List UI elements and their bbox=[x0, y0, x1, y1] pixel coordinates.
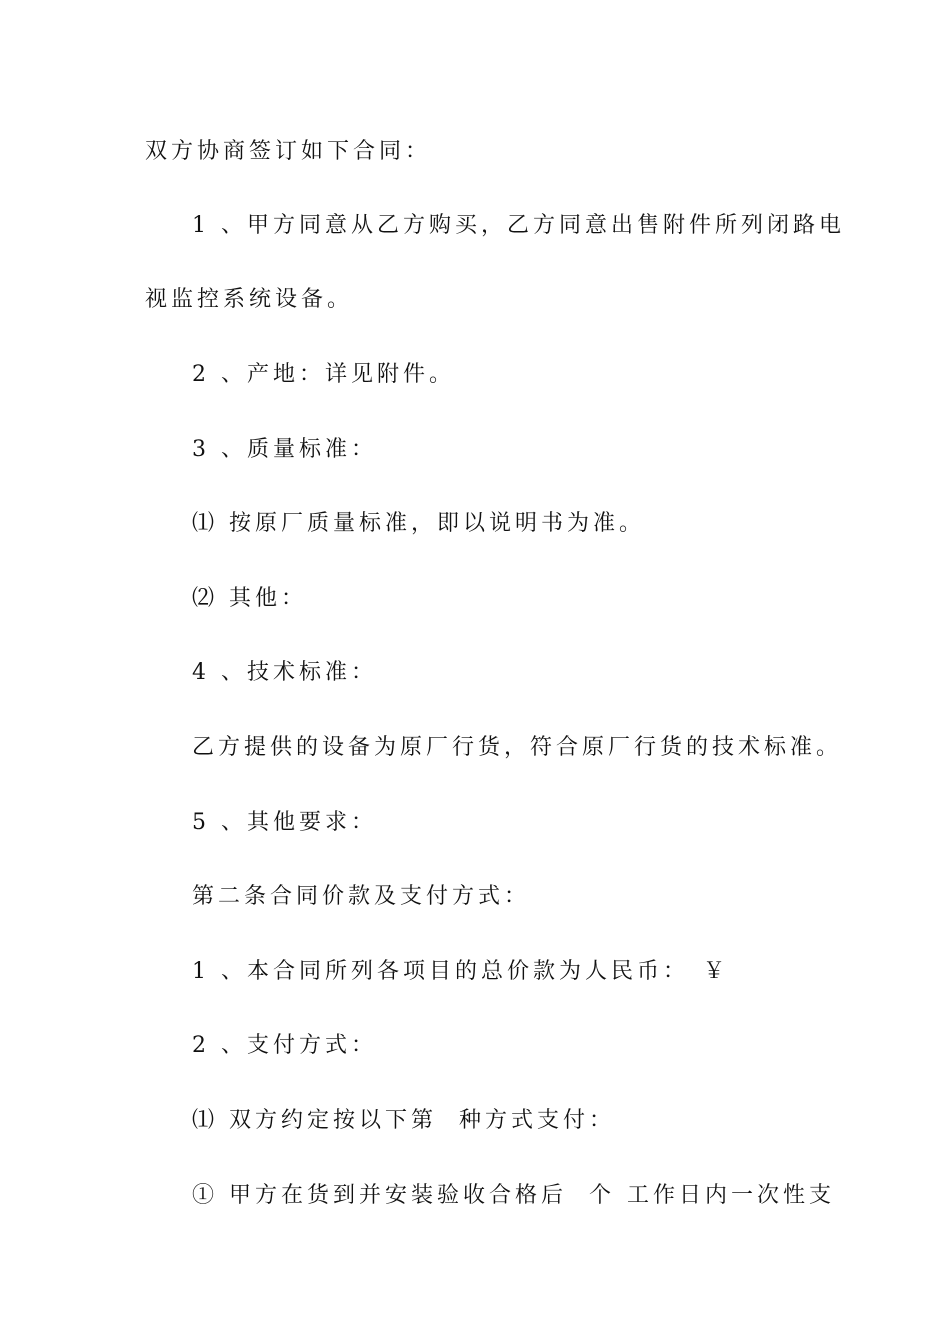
payment-option-suffix: 种方式支付： bbox=[459, 1108, 616, 1133]
clause-3-quality: 3 、质量标准： bbox=[192, 437, 377, 462]
payment-option-line bbox=[192, 1106, 615, 1136]
payment-term-line bbox=[192, 1181, 835, 1211]
clause-4-text: 乙方提供的设备为原厂行货，符合原厂行货的技术标准。 bbox=[192, 735, 843, 760]
total-price-label: 1 、本合同所列各项目的总价款为人民币： bbox=[192, 959, 689, 984]
clause-1-line-2: 视监控系统设备。 bbox=[145, 287, 354, 312]
payment-term-suffix: 工作日内一次性支 bbox=[627, 1183, 836, 1208]
payment-term-prefix: ① 甲方在货到并安装验收合格后 bbox=[192, 1183, 567, 1208]
article-2-item-2: 2 、支付方式： bbox=[192, 1033, 377, 1058]
clause-3-item-2: ⑵ 其他： bbox=[192, 586, 307, 611]
currency-symbol: ￥ bbox=[703, 959, 730, 984]
clause-1-line-1: 1 、甲方同意从乙方购买，乙方同意出售附件所列闭路电 bbox=[192, 213, 845, 238]
clause-5-other: 5 、其他要求： bbox=[192, 810, 377, 835]
clause-4-technical: 4 、技术标准： bbox=[192, 660, 377, 685]
article-2-heading: 第二条合同价款及支付方式： bbox=[192, 884, 531, 909]
clause-3-item-1: ⑴ 按原厂质量标准，即以说明书为准。 bbox=[192, 511, 645, 536]
payment-option-prefix: ⑴ 双方约定按以下第 bbox=[192, 1108, 437, 1133]
clause-2-origin: 2 、产地：详见附件。 bbox=[192, 362, 455, 387]
article-2-item-1 bbox=[192, 957, 729, 987]
payment-term-unit: 个 bbox=[589, 1183, 616, 1208]
paragraph-intro: 双方协商签订如下合同： bbox=[145, 139, 432, 164]
